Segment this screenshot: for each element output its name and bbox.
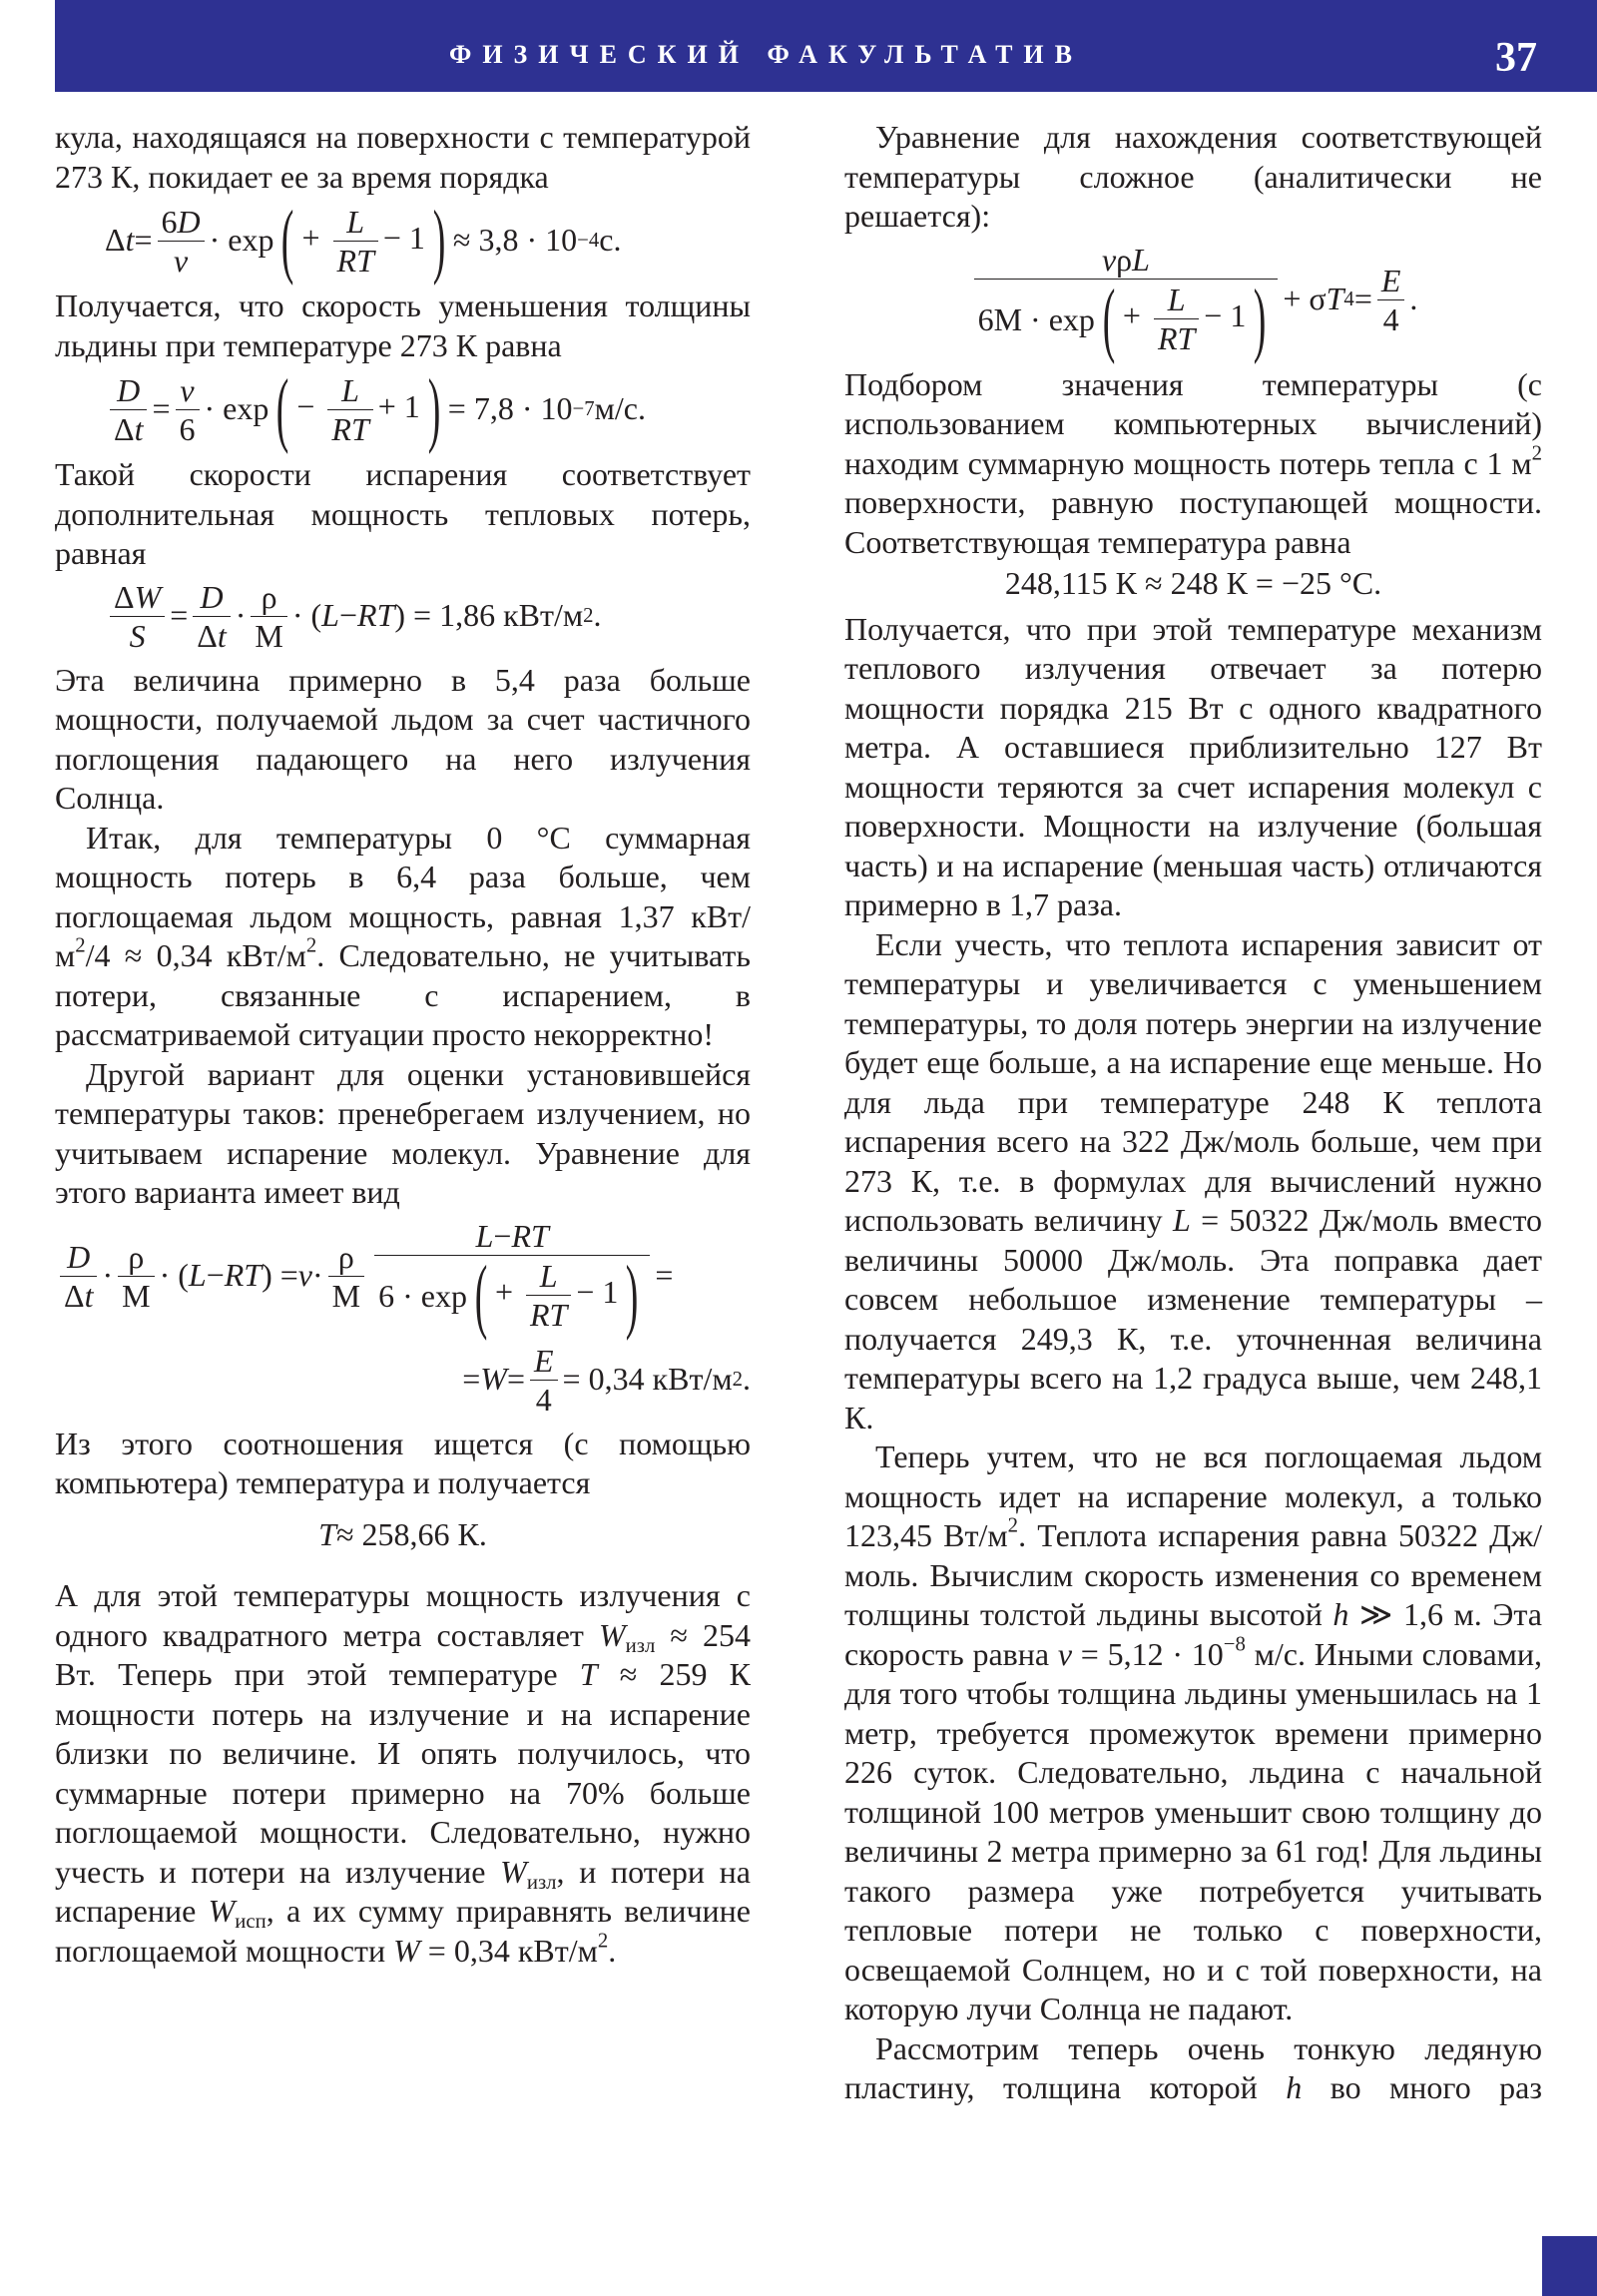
- superscript: 2: [75, 933, 86, 957]
- text-run: = 5,12 · 10: [1072, 1635, 1224, 1672]
- text-run: =: [1353, 281, 1372, 317]
- text-run: ≈ 258,66 К.: [335, 1515, 487, 1552]
- text-run: ρ: [128, 1238, 145, 1275]
- text-run: Рассмотрим теперь очень тонкую ледяную пластину, толщина которой: [844, 2029, 1542, 2105]
- superscript: 2: [305, 933, 317, 957]
- math-variable: D: [177, 203, 201, 240]
- math-variable: t: [217, 617, 227, 654]
- math-variable: h: [1332, 1596, 1349, 1632]
- superscript: −8: [1223, 1631, 1246, 1655]
- text-run: =: [462, 1361, 481, 1398]
- text-run: кула, находящаяся на поверхности с температурой 273 К, покидает ее за время порядка: [55, 119, 751, 195]
- text-run: Такой скорости испарения соответствует дополнительная мощность тепловых потерь, равная: [55, 456, 751, 571]
- math-variable: T: [1326, 281, 1344, 317]
- fraction: [110, 371, 147, 448]
- parenthesized-group: [1095, 272, 1274, 365]
- math-variable: v: [1057, 1635, 1073, 1672]
- numerator: [327, 371, 372, 410]
- text-run: Δ: [114, 578, 135, 615]
- right-column: [844, 118, 1542, 2108]
- denominator: [1379, 300, 1403, 338]
- text-run: ·: [235, 597, 247, 634]
- paren-content: [296, 371, 419, 448]
- math-variable: L: [341, 371, 359, 408]
- running-header: [55, 0, 1597, 92]
- numerator: [60, 1238, 97, 1277]
- fraction: [1377, 262, 1405, 338]
- text-run: ≈ 259 К мощности потерь на излучение и на испарение близки по величине. И опять получилось, что суммарные потери примерно на 70% больше поглощаемой мощности. Следовательно, нужно учесть и потери на излучение: [55, 1656, 752, 1890]
- math-variable: RT: [336, 242, 374, 279]
- paragraph: [55, 1055, 751, 1213]
- text-run: во много раз: [1302, 2069, 1543, 2105]
- denominator: [1154, 319, 1199, 357]
- denominator: [526, 1296, 571, 1334]
- fraction: [158, 203, 205, 280]
- denominator: [126, 617, 150, 655]
- text-run: = 7,8 · 10: [447, 390, 573, 427]
- math-variable: t: [134, 410, 144, 447]
- numerator: [176, 371, 200, 410]
- numerator: [374, 1217, 650, 1256]
- text-run: 248,115 К ≈ 248 К = −25 °С.: [1004, 565, 1382, 601]
- paragraph: [844, 118, 1542, 237]
- paragraph: [55, 819, 751, 1055]
- text-run: .: [743, 1361, 751, 1398]
- math-variable: t: [84, 1277, 94, 1314]
- text-run: = 50322 Дж/моль вместо величины 50000 Дж/моль. Эта поправка дает совсем небольшое изменение температуры – получается 249,3 К, т.е. уточненная величина температуры всего на 1,2 градуса выше, чем 248,1 К.: [844, 1202, 1542, 1435]
- denominator: [170, 242, 192, 280]
- math-variable: S: [129, 617, 146, 654]
- math-variable: v: [173, 242, 189, 279]
- formula-equilibrium-temperature: [844, 564, 1542, 604]
- numerator: [974, 241, 1279, 280]
- paragraph: [844, 365, 1542, 563]
- text-run: Из этого соотношения ищется (с помощью компьютера) температура и получается: [55, 1425, 751, 1500]
- text-run: = 0,34 кВт/м: [562, 1361, 733, 1398]
- text-run: · exp: [204, 390, 269, 427]
- left-column: [55, 118, 751, 1971]
- math-variable: D: [67, 1238, 91, 1275]
- math-variable: W: [500, 1853, 527, 1890]
- formula-evaporation-time: Δ t = 6 D v · exp ( + $\frac{L}{RT}$ − 1 ) ≈ 3,8 · 10 −4 с.: [105, 194, 622, 287]
- text-run: ·: [102, 1257, 114, 1294]
- math-variable: L: [188, 1257, 207, 1294]
- math-variable: L: [346, 203, 365, 240]
- text-run: M: [255, 617, 283, 654]
- text-run: Получается, что скорость уменьшения толщины льдины при температуре 273 К равна: [55, 287, 751, 363]
- paragraph: [55, 1576, 751, 1971]
- fraction: [374, 1217, 650, 1342]
- text-run: .: [593, 597, 602, 634]
- math-variable: W: [134, 578, 162, 615]
- formula-full-balance: v ρ L 6M · exp ( + $\frac{L}{RT}$ − 1 ) + σ T 4 = $\frac{E}{4}$ .: [844, 241, 1542, 359]
- text-run: . Следовательно, не учитывать потери, связанные с испарением, в рассматриваемой ситуации просто некорректно!: [55, 937, 752, 1052]
- text-run: А для этой температуры мощность излучения с одного квадратного метра составляет: [55, 1577, 751, 1653]
- math-variable: D: [117, 371, 141, 408]
- page-corner-marker: [1542, 2236, 1597, 2296]
- text-run: =: [134, 222, 153, 259]
- text-run: Эта величина примерно в 5,4 раза больше мощности, получаемой льдом за счет частичного поглощения падающего на него излучения Солнца.: [55, 661, 751, 816]
- denominator: [251, 617, 286, 655]
- numerator: [1154, 281, 1199, 319]
- math-variable: L: [1167, 282, 1186, 317]
- text-run: Теперь учтем, что не вся поглощаемая льдом мощность идет на испарение молекул, а только 123,45 Вт/м: [844, 1438, 1542, 1553]
- text-run: Δ: [114, 410, 135, 447]
- fraction: [327, 371, 372, 448]
- text-run: −: [338, 597, 358, 634]
- paren-content: [1123, 281, 1246, 357]
- text-run: M: [122, 1277, 151, 1314]
- math-variable: W: [480, 1361, 507, 1398]
- math-variable: RT: [529, 1297, 568, 1333]
- math-variable: v: [297, 1257, 312, 1294]
- text-run: Итак, для температуры 0 °С суммарная мощность потерь в 6,4 раза больше, чем поглощаемая льдом мощность, равная 1,37 кВт/м: [55, 819, 751, 973]
- math-variable: D: [200, 578, 224, 615]
- numerator: [193, 578, 230, 617]
- math-variable: L: [1172, 1202, 1191, 1238]
- text-run: +: [1122, 296, 1149, 333]
- denominator: [327, 410, 372, 448]
- text-run: , и потери на испарение: [55, 1853, 752, 1929]
- fraction: [251, 578, 286, 655]
- fraction: [526, 1257, 571, 1334]
- formula-evaporation-balance-cont: = W = $\frac{E}{4}$ = 0,34 кВт/м 2 .: [462, 1342, 751, 1418]
- denominator: [176, 410, 200, 448]
- text-run: поверхности, равную поступающей мощности. Соответствующая температура равна: [844, 484, 1542, 560]
- formula-evaporation-balance: [55, 1217, 751, 1342]
- paragraph: [55, 287, 751, 365]
- text-run: ρ: [337, 1238, 354, 1275]
- text-run: 6: [179, 410, 196, 447]
- text-run: · (: [159, 1257, 189, 1294]
- left-paren: (: [1102, 272, 1116, 365]
- math-variable: T: [318, 1515, 336, 1552]
- parenthesized-group: [467, 1248, 646, 1342]
- math-variable: RT: [357, 597, 395, 634]
- text-run: 6 · exp: [378, 1277, 467, 1314]
- text-run: 6: [161, 203, 178, 240]
- fraction: [328, 1238, 364, 1315]
- text-run: − 1: [1204, 296, 1247, 333]
- fraction: [193, 578, 230, 655]
- numerator: [118, 1238, 154, 1277]
- paren-content: [495, 1257, 618, 1334]
- text-run: .: [1409, 281, 1418, 317]
- text-run: + σ: [1283, 281, 1327, 317]
- text-run: +: [301, 219, 328, 256]
- paragraph: [55, 455, 751, 574]
- subscript: исп: [235, 1910, 266, 1934]
- math-variable: v: [1101, 241, 1117, 278]
- math-variable: W: [598, 1616, 626, 1653]
- fraction: [176, 371, 200, 448]
- journal-section-title: ФИЗИЧЕСКИЙ ФАКУЛЬТАТИВ: [448, 40, 1083, 69]
- text-run: ) = 1,86 кВт/м: [394, 597, 584, 634]
- math-variable: E: [1380, 262, 1401, 298]
- text-run: −: [493, 1217, 512, 1254]
- math-variable: RT: [511, 1217, 549, 1254]
- denominator: [60, 1277, 97, 1315]
- formula-thinning-rate: D Δ t = $\frac{v}{6}$ · exp ( − $\frac{L}{RT}$ + 1 ) = 7,8 · 10 −7 м/с.: [55, 369, 751, 449]
- math-variable: v: [180, 371, 195, 408]
- paragraph: [55, 1425, 751, 1503]
- text-run: Δ: [64, 1277, 85, 1314]
- text-run: Δ: [105, 222, 126, 259]
- paragraph: [844, 925, 1542, 1438]
- math-variable: h: [1286, 2069, 1303, 2105]
- paren-content: [301, 203, 424, 280]
- text-run: , а их сумму приравнять величине поглощаемой мощности: [55, 1893, 751, 1969]
- parenthesized-group: [273, 194, 452, 287]
- text-run: −: [296, 387, 323, 424]
- left-paren: (: [276, 362, 289, 455]
- math-variable: RT: [1157, 320, 1196, 356]
- text-run: =: [655, 1257, 674, 1294]
- text-run: 4: [1382, 300, 1399, 337]
- math-variable: L: [475, 1217, 494, 1254]
- formula-temperature-result: [55, 1515, 751, 1555]
- text-run: Уравнение для нахождения соответствующей температуры сложное (аналитически не решается):: [844, 119, 1542, 234]
- right-paren: ): [626, 1248, 639, 1342]
- text-run: ≈ 254 Вт. Теперь при этой температуре: [55, 1616, 751, 1692]
- math-variable: RT: [331, 410, 369, 447]
- superscript: 2: [1007, 1513, 1019, 1537]
- denominator: [118, 1277, 154, 1315]
- denominator: [328, 1277, 364, 1315]
- math-variable: W: [208, 1893, 236, 1929]
- text-run: ρ: [1116, 241, 1133, 278]
- right-paren: ): [432, 194, 446, 287]
- text-run: − 1: [382, 219, 425, 256]
- text-run: м/с. Иными словами, для того чтобы толщина льдины уменьшилась на 1 метр, требуется промежуток времени примерно 226 суток. Следовательно, льдина с начальной толщиной 100 метров уменьшит свою толщину до величины 2 метра примерно за 61 год! Для льдины такого размера уже потребуется учитывать тепловые потери не только с поверхности, освещаемой Солнцем, но и с той поверхности, на которую лучи Солнца не падают.: [844, 1635, 1543, 2026]
- text-run: ρ: [261, 578, 277, 615]
- paragraph: [55, 118, 751, 197]
- right-paren: ): [1254, 272, 1267, 365]
- paragraph: [55, 661, 751, 819]
- text-run: = 0,34 кВт/м: [419, 1932, 598, 1969]
- numerator: [530, 1342, 558, 1381]
- text-run: · exp: [209, 222, 274, 259]
- numerator: [158, 203, 205, 242]
- subscript: изл: [526, 1870, 557, 1894]
- text-run: =: [170, 597, 189, 634]
- text-run: Другой вариант для оценки установившейся температуры таков: пренебрегаем излучением, но учитываем испарение молекул. Уравнение для этого варианта имеет вид: [55, 1055, 751, 1210]
- text-run: Подбором значения температуры (с использованием компьютерных вычислений) находим суммарную мощность потерь тепла с 1 м: [844, 365, 1542, 481]
- math-variable: RT: [224, 1257, 263, 1294]
- math-variable: L: [1132, 241, 1150, 278]
- text-run: + 1: [377, 387, 420, 424]
- numerator: [1377, 262, 1405, 300]
- text-run: =: [152, 390, 171, 427]
- text-run: .: [608, 1932, 617, 1969]
- text-run: . Теплота испарения равна 50322 Дж/моль. Вычислим скорость изменения со временем толщины толстой льдины высотой: [844, 1517, 1543, 1632]
- numerator: [526, 1257, 571, 1296]
- text-run: · (: [291, 597, 322, 634]
- math-variable: T: [579, 1656, 598, 1692]
- numerator: [328, 1238, 364, 1277]
- text-run: ·: [311, 1257, 323, 1294]
- text-run: 6M · exp: [977, 300, 1095, 337]
- formula-heat-loss-power: Δ W S = D Δ t · $\frac{\rho}{M}$ · ( L − RT ) = 1,86 кВт/м 2 .: [55, 578, 751, 655]
- text-run: м/с.: [594, 390, 646, 427]
- math-variable: L: [539, 1258, 558, 1294]
- page-number: 37: [1495, 35, 1537, 81]
- text-run: +: [494, 1273, 521, 1310]
- denominator: [333, 242, 378, 280]
- text-run: Получается, что при этой температуре механизм теплового излучения отвечает за потерю мощности порядка 215 Вт с одного квадратного метра. А оставшиеся приблизительно 127 Вт мощности теряются за счет испарения молекул с поверхности. Мощности на излучение (большая часть) и на испарение (меньшая часть) отличаются примерно в 1,7 раза.: [844, 610, 1542, 922]
- numerator: [333, 203, 378, 242]
- fraction: [530, 1342, 558, 1419]
- text-run: M: [331, 1277, 361, 1314]
- superscript: 2: [597, 1928, 609, 1952]
- denominator: [532, 1381, 556, 1419]
- denominator: [374, 1248, 650, 1342]
- fraction: [60, 1238, 97, 1315]
- superscript: 2: [1531, 440, 1542, 464]
- fraction: [974, 241, 1279, 365]
- text-run: ≈ 3,8 · 10: [452, 222, 578, 259]
- text-run: ≫ 1,6 м. Эта скорость равна: [844, 1596, 1542, 1672]
- numerator: [110, 371, 147, 410]
- left-paren: (: [281, 194, 294, 287]
- math-variable: E: [533, 1342, 554, 1379]
- paragraph: [844, 610, 1542, 925]
- fraction: [118, 1238, 154, 1315]
- text-run: с.: [599, 222, 622, 259]
- fraction: [1154, 281, 1199, 357]
- denominator: [110, 410, 147, 448]
- denominator: [193, 617, 230, 655]
- paragraph: [844, 2029, 1542, 2108]
- subscript: изл: [625, 1633, 656, 1657]
- parenthesized-group: [268, 362, 447, 455]
- math-variable: W: [393, 1932, 420, 1969]
- fraction: [110, 578, 165, 655]
- text-run: =: [506, 1361, 525, 1398]
- text-run: − 1: [576, 1273, 619, 1310]
- text-run: ) =: [262, 1257, 298, 1294]
- text-run: −: [206, 1257, 225, 1294]
- fraction: [333, 203, 378, 280]
- math-variable: t: [125, 222, 135, 259]
- numerator: [251, 578, 286, 617]
- text-run: Δ: [197, 617, 218, 654]
- math-variable: L: [321, 597, 339, 634]
- left-paren: (: [474, 1248, 488, 1342]
- text-run: 4: [535, 1381, 552, 1418]
- right-paren: ): [427, 362, 441, 455]
- text-run: Если учесть, что теплота испарения зависит от температуры и увеличивается с уменьшением температуры, то доля потерь энергии на излучение будет еще больше, а на испарение еще меньше. Но для льда при температуре 248 К теплота испарения всего на 322 Дж/моль больше, чем при 273 К, т.е. в формулах для вычислений нужно использовать величину: [844, 925, 1542, 1238]
- text-run: /4 ≈ 0,34 кВт/м: [85, 937, 306, 973]
- paragraph: [844, 1437, 1542, 2029]
- numerator: [110, 578, 165, 617]
